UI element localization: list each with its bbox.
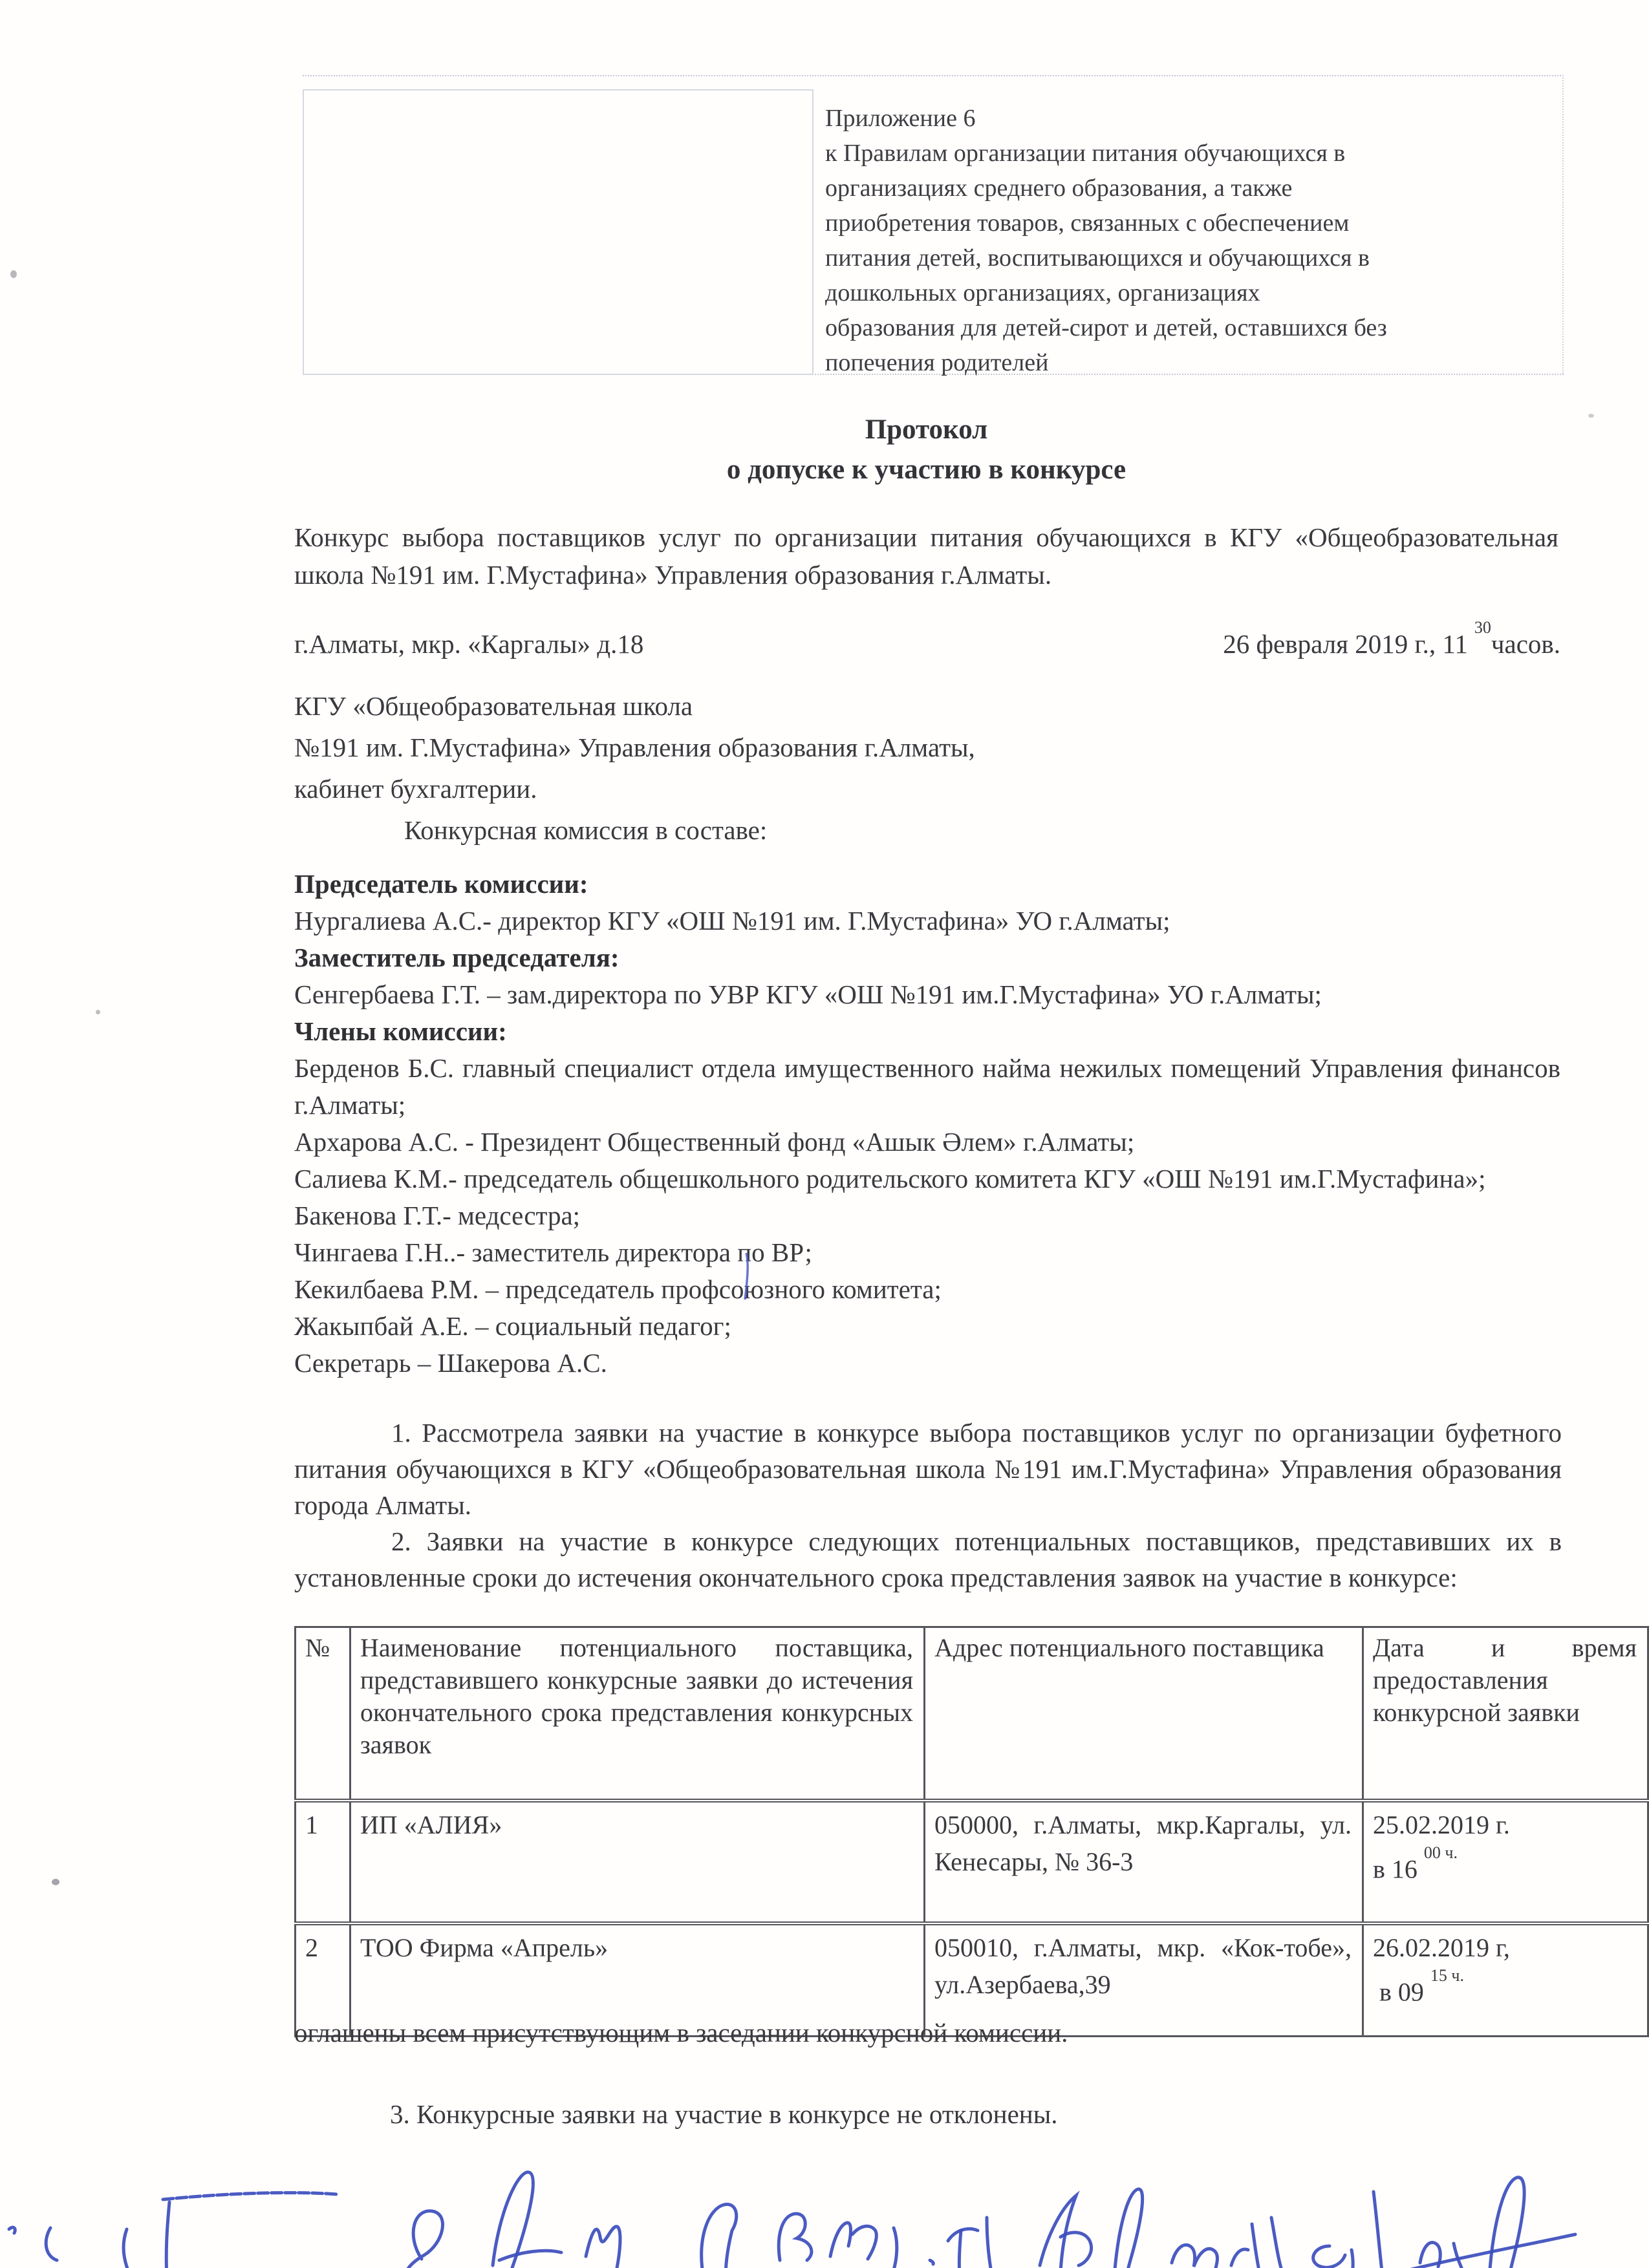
header-supplier-name: Наименование потенциального поставщика, представившего конкурсные заявки до истечения окончательного срока представления конкурсных заявок bbox=[350, 1627, 925, 1801]
table-row bbox=[296, 1801, 1648, 1923]
scan-speck bbox=[1588, 414, 1594, 418]
supplier-name: ТОО Фирма «Апрель» bbox=[350, 1923, 925, 2037]
pen-mark bbox=[738, 1252, 753, 1301]
signature-stroke bbox=[586, 2227, 620, 2268]
appendix-line: питания детей, воспитывающихся и обучающихся в bbox=[825, 244, 1370, 272]
signature-stroke bbox=[163, 2193, 338, 2199]
intro-paragraph: Конкурс выбора поставщиков услуг по организации питания обучающихся в КГУ «Общеобразовательная школа №191 им. Г.Мустафина» Управления образования г.Алматы. bbox=[294, 522, 1558, 590]
signature-stroke bbox=[1490, 2177, 1524, 2268]
signature-stroke bbox=[890, 2228, 897, 2268]
resolution-paragraphs bbox=[294, 1415, 1562, 1596]
commission-member: Жакыпбай А.Е. – социальный педагог; bbox=[294, 1311, 731, 1341]
signatures-ink bbox=[0, 2132, 1649, 2268]
signature-stroke bbox=[948, 2229, 978, 2241]
paragraph-2: 2. Заявки на участие в конкурсе следующих потенциальных поставщиков, представивших их в установленные сроки до истечения окончательного срока представления заявок на участие в конкурсе: bbox=[294, 1526, 1562, 1592]
datetime-superscript: 30 bbox=[1474, 618, 1491, 637]
appendix-empty-cell bbox=[303, 89, 814, 375]
header-supplier-address: Адрес потенциального поставщика bbox=[925, 1627, 1363, 1801]
signature-stroke bbox=[1313, 2246, 1345, 2267]
datetime-suffix: часов. bbox=[1491, 629, 1560, 659]
signature-stroke bbox=[702, 2205, 737, 2268]
row-number: 1 bbox=[296, 1801, 350, 1923]
signature-stroke bbox=[1172, 2245, 1218, 2268]
appendix-reference bbox=[825, 101, 1566, 380]
commission-member: Берденов Б.С. главный специалист отдела имущественного найма нежилых помещений Управления финансов г.Алматы; bbox=[294, 1053, 1560, 1120]
signature-stroke bbox=[46, 2228, 57, 2260]
appendix-line: попечения родителей bbox=[825, 349, 1049, 376]
signature-stroke bbox=[124, 2229, 133, 2268]
signature-stroke bbox=[1454, 2243, 1464, 2268]
signature-stroke bbox=[852, 2226, 876, 2259]
bid-time-hour: в 09 bbox=[1379, 1977, 1424, 2007]
signature-stroke bbox=[1115, 2189, 1143, 2268]
appendix-line: дошкольных организациях, организациях bbox=[825, 279, 1260, 306]
signature-stroke bbox=[930, 2260, 933, 2264]
bid-time-minutes: 15 ч. bbox=[1430, 1966, 1464, 1985]
commission-secretary: Секретарь – Шакерова А.С. bbox=[294, 1348, 607, 1378]
row-number: 2 bbox=[296, 1923, 350, 2037]
location-block bbox=[294, 685, 1558, 851]
scan-speck bbox=[96, 1010, 100, 1014]
commission-member: Салиева К.М.- председатель общешкольного родительского комитета КГУ «ОШ №191 им.Г.Мустафина»; bbox=[294, 1164, 1486, 1193]
datetime-prefix: 26 февраля 2019 г., 11 bbox=[1223, 629, 1468, 659]
signature-stroke bbox=[166, 2202, 169, 2268]
venue-text: г.Алматы, мкр. «Каргалы» д.18 bbox=[294, 629, 644, 659]
appendix-line: образования для детей-сирот и детей, оставшихся без bbox=[825, 314, 1387, 341]
paragraph-1: 1. Рассмотрела заявки на участие в конкурсе выбора поставщиков услуг по организации буфетного питания обучающихся в КГУ «Общеобразовательная школа №191 им.Г.Мустафина» Управления образования города Алматы. bbox=[294, 1418, 1562, 1520]
title-line-2: о допуске к участию в конкурсе bbox=[726, 455, 1126, 485]
appendix-line: Приложение 6 bbox=[825, 105, 976, 132]
header-date-time: Дата и время предоставления конкурсной заявки bbox=[1363, 1627, 1648, 1801]
signature-stroke bbox=[405, 2211, 443, 2268]
bid-time-minutes: 00 ч. bbox=[1423, 1843, 1458, 1862]
commission-member: Сенгербаева Г.Т. – зам.директора по УВР КГУ «ОШ №191 им.Г.Мустафина» УО г.Алматы; bbox=[294, 979, 1322, 1009]
title-line-1: Протокол bbox=[865, 414, 988, 445]
scan-speck bbox=[52, 1879, 59, 1885]
commission-intro: Конкурсная комиссия в составе: bbox=[404, 815, 768, 845]
commission-role-deputy: Заместитель председателя: bbox=[294, 943, 620, 972]
appendix-line: к Правилам организации питания обучающихся в bbox=[825, 140, 1346, 167]
bid-date-time bbox=[1363, 1801, 1648, 1923]
signature-stroke bbox=[1350, 2250, 1353, 2268]
commission-member: Бакенова Г.Т.- медсестра; bbox=[294, 1201, 581, 1230]
signature-stroke bbox=[9, 2227, 15, 2233]
signature-stroke bbox=[987, 2218, 993, 2268]
signature-stroke bbox=[1252, 2224, 1261, 2268]
commission-member: Кекилбаева Р.М. – председатель профсоюзного комитета; bbox=[294, 1274, 942, 1304]
venue-date-row bbox=[294, 618, 1560, 659]
signature-stroke bbox=[499, 2251, 561, 2260]
scan-speck bbox=[10, 270, 17, 278]
table-header-row bbox=[296, 1627, 1648, 1801]
bid-date: 26.02.2019 г, bbox=[1373, 1933, 1510, 1962]
commission-list bbox=[294, 866, 1560, 1382]
commission-member: Архарова А.С. - Президент Общественный фонд «Ашык Әлем» г.Алматы; bbox=[294, 1127, 1135, 1157]
signature-stroke bbox=[830, 2223, 851, 2256]
datetime-text bbox=[1223, 618, 1560, 659]
commission-member: Нургалиева А.С.- директор КГУ «ОШ №191 им. Г.Мустафина» УО г.Алматы; bbox=[294, 906, 1170, 936]
appendix-line: организациях среднего образования, а также bbox=[825, 175, 1293, 202]
bid-time bbox=[1373, 1967, 1637, 2010]
appendix-line: приобретения товаров, связанных с обеспечением bbox=[825, 209, 1350, 237]
commission-role-members: Члены комиссии: bbox=[294, 1016, 507, 1046]
paragraph-3: 3. Конкурсные заявки на участие в конкурсе не отклонены. bbox=[390, 2099, 1058, 2129]
bids-table bbox=[294, 1626, 1649, 2037]
signature-stroke bbox=[1231, 2249, 1248, 2265]
header-number: № bbox=[296, 1627, 350, 1801]
signature-stroke bbox=[959, 2231, 961, 2268]
signature-stroke bbox=[779, 2214, 812, 2260]
appendix-top-rule bbox=[303, 75, 1564, 76]
bid-time bbox=[1373, 1845, 1637, 1887]
supplier-address: 050000, г.Алматы, мкр.Каргалы, ул. Кенесары, № 36-3 bbox=[925, 1801, 1363, 1923]
location-line: КГУ «Общеобразовательная школа bbox=[294, 691, 693, 721]
bid-date: 25.02.2019 г. bbox=[1373, 1810, 1510, 1839]
location-line: №191 им. Г.Мустафина» Управления образования г.Алматы, bbox=[294, 733, 975, 762]
pen-mark-stroke bbox=[745, 1253, 748, 1300]
supplier-name: ИП «АЛИЯ» bbox=[350, 1801, 925, 1923]
post-table-note: оглашены всем присутствующим в заседании конкурсной комиссии. bbox=[294, 2018, 1068, 2048]
bid-time-hour: в 16 bbox=[1373, 1854, 1417, 1884]
supplier-address: 050010, г.Алматы, мкр. «Кок-тобе», ул.Азербаева,39 bbox=[925, 1923, 1363, 2037]
commission-role-chair: Председатель комиссии: bbox=[294, 869, 588, 899]
signature-stroke bbox=[1374, 2192, 1384, 2268]
document-title bbox=[294, 410, 1558, 490]
location-line: кабинет бухгалтерии. bbox=[294, 774, 537, 804]
commission-member: Чингаева Г.Н..- заместитель директора по ВР; bbox=[294, 1237, 812, 1267]
signature-stroke bbox=[1271, 2218, 1283, 2268]
